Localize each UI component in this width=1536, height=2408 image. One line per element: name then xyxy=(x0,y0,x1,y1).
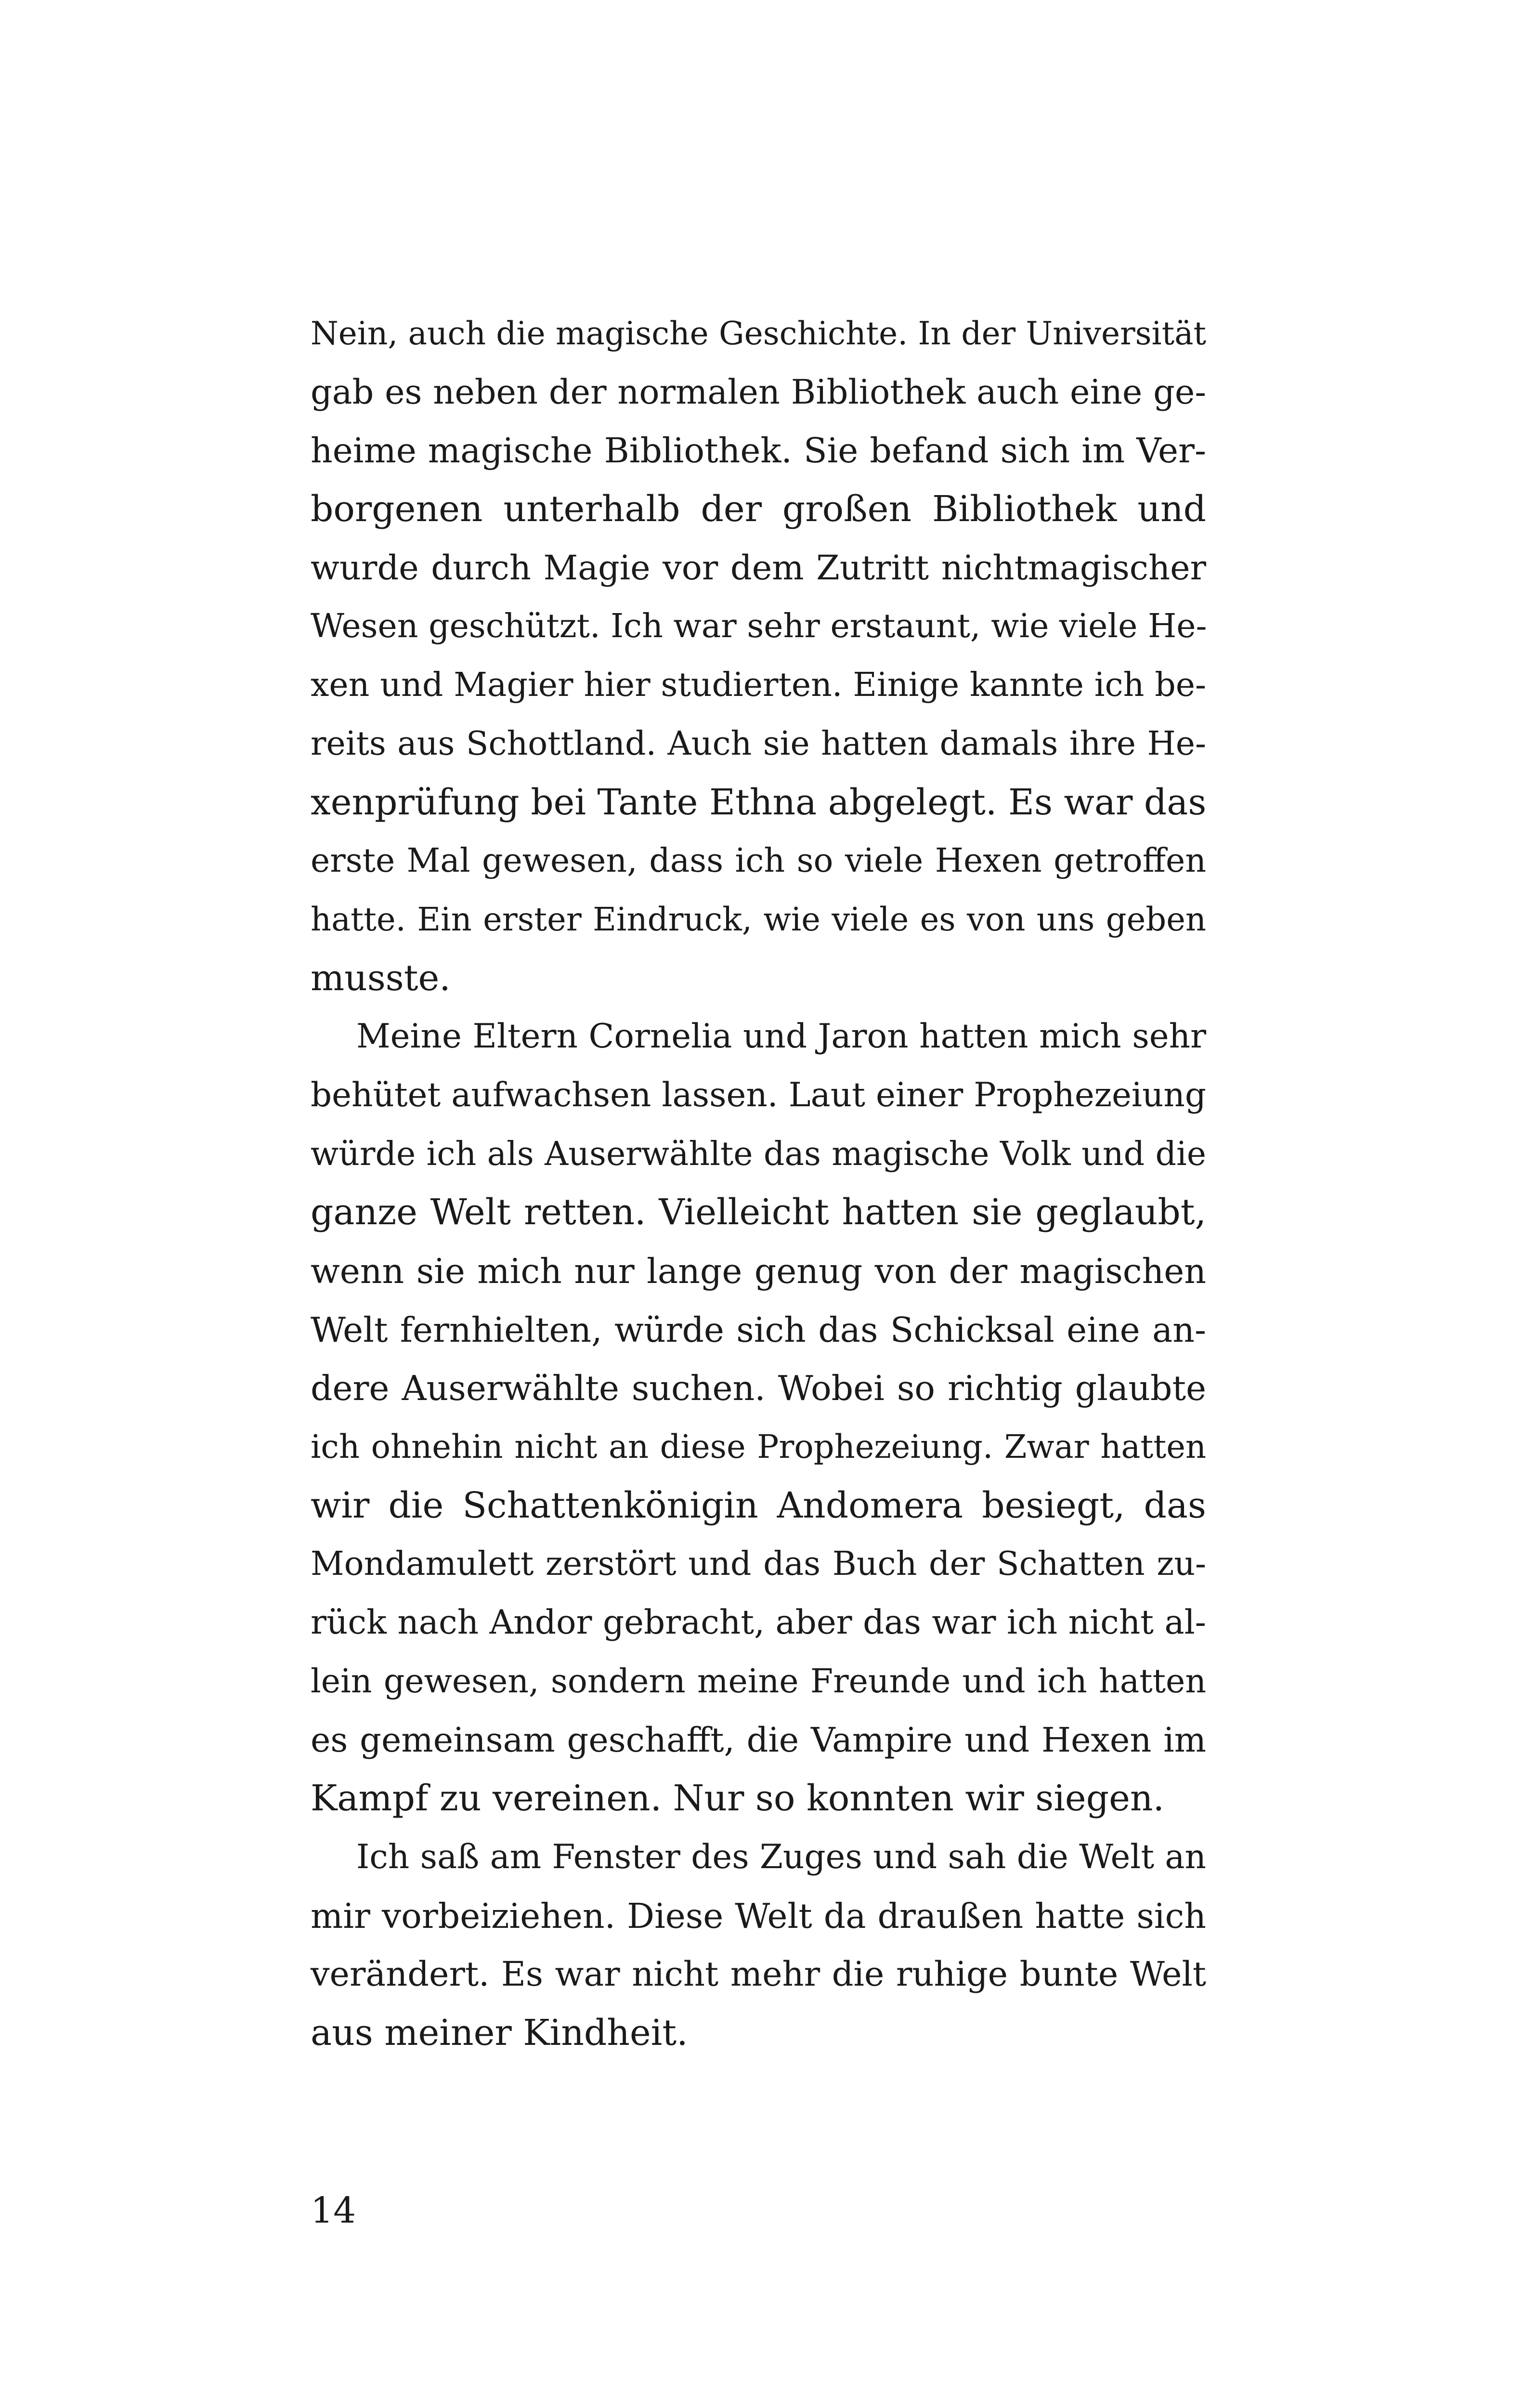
text-line: aus meiner Kindheit. xyxy=(311,2012,688,2054)
text-line: Wesen geschützt. Ich war sehr erstaunt, wie viele He- xyxy=(311,607,1207,646)
text-line: wurde durch Magie vor dem Zutritt nichtmagischer xyxy=(311,548,1206,588)
text-line: verändert. Es war nicht mehr die ruhige bunte Welt xyxy=(311,1954,1206,1994)
text-line: xenprüfung bei Tante Ethna abgelegt. Es war das xyxy=(311,781,1207,823)
text-line: Ich saß am Fenster des Zuges und sah die Welt an xyxy=(356,1837,1206,1876)
text-line: reits aus Schottland. Auch sie hatten damals ihre He- xyxy=(311,724,1206,763)
text-line: hatte. Ein erster Eindruck, wie viele es von uns geben xyxy=(311,900,1206,938)
text-line: Nein, auch die magische Geschichte. In der Universität xyxy=(311,315,1206,352)
text-line: musste. xyxy=(311,957,451,999)
text-line: rück nach Andor gebracht, aber das war ich nicht al- xyxy=(311,1603,1206,1642)
text-line: behütet aufwachsen lassen. Laut einer Prophezeiung xyxy=(311,1075,1206,1114)
text-line: gab es neben der normalen Bibliothek auch eine ge- xyxy=(311,372,1206,412)
text-line: würde ich als Auserwählte das magische Volk und die xyxy=(311,1135,1206,1173)
text-line: ich ohnehin nicht an diese Prophezeiung. Zwar hatten xyxy=(311,1428,1206,1466)
text-line: ganze Welt retten. Vielleicht hatten sie geglaubt, xyxy=(311,1191,1206,1233)
text-line: es gemeinsam geschafft, die Vampire und Hexen im xyxy=(311,1720,1206,1760)
text-line: erste Mal gewesen, dass ich so viele Hexen getroffen xyxy=(311,842,1206,880)
text-line: Welt fernhielten, würde sich das Schicksal eine an- xyxy=(311,1309,1206,1350)
page-number: 14 xyxy=(311,2190,356,2231)
text-line: mir vorbeiziehen. Diese Welt da draußen hatte sich xyxy=(311,1896,1206,1936)
text-line: Meine Eltern Cornelia und Jaron hatten mich sehr xyxy=(356,1017,1206,1056)
text-line: dere Auserwählte suchen. Wobei so richtig glaubte xyxy=(311,1368,1206,1409)
text-line: borgenen unterhalb der großen Bibliothek und xyxy=(311,488,1206,530)
text-line: Kampf zu vereinen. Nur so konnten wir siegen. xyxy=(311,1778,1165,1819)
body-text xyxy=(311,304,1206,2063)
text-line: wir die Schattenkönigin Andomera besiegt, das xyxy=(311,1484,1206,1526)
text-line: xen und Magier hier studierten. Einige kannte ich be- xyxy=(311,666,1206,705)
text-line: Mondamulett zerstört und das Buch der Schatten zu- xyxy=(311,1545,1206,1584)
text-line: heime magische Bibliothek. Sie befand sich im Ver- xyxy=(311,431,1206,471)
text-line: lein gewesen, sondern meine Freunde und ich hatten xyxy=(311,1662,1206,1701)
text-line: wenn sie mich nur lange genug von der magischen xyxy=(311,1251,1206,1291)
